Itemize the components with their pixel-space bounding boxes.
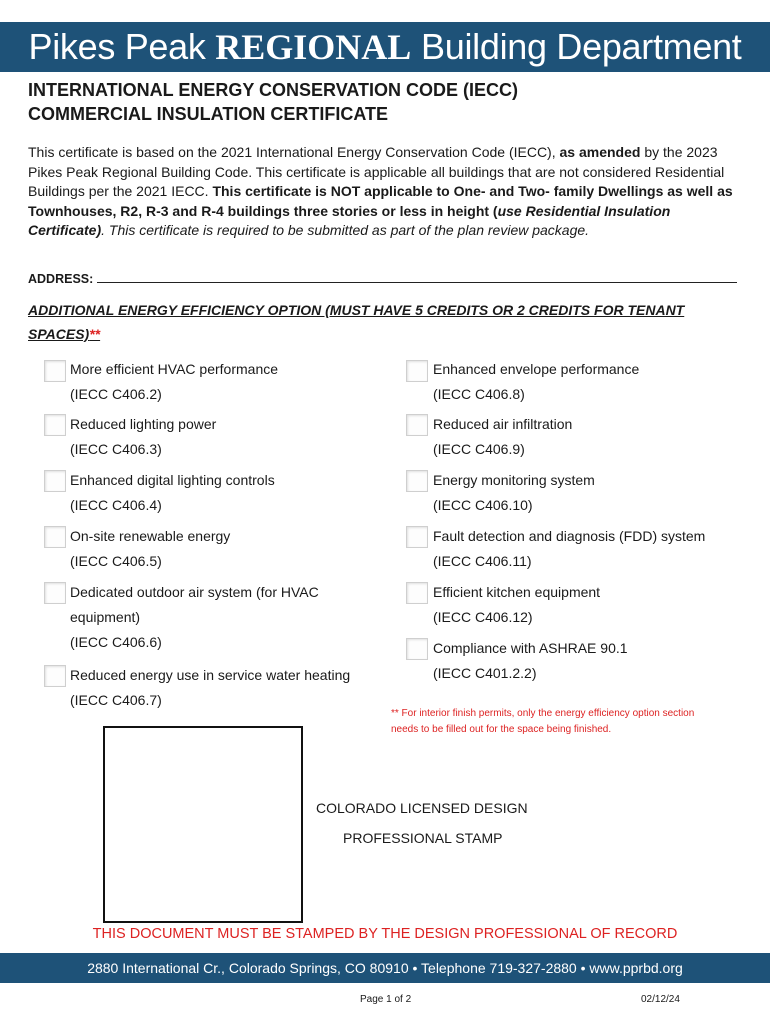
- option-label: On-site renewable energy: [70, 528, 231, 544]
- option-code: (IECC C406.3): [70, 441, 162, 457]
- option-code: (IECC C406.7): [70, 692, 162, 708]
- address-row: [28, 271, 737, 286]
- stamp-label-line-1: COLORADO LICENSED DESIGN: [316, 800, 528, 816]
- option-label: Reduced energy use in service water heating: [70, 667, 351, 683]
- option-code: (IECC C406.5): [70, 553, 162, 569]
- department-name-regional: REGIONAL: [215, 27, 412, 67]
- intro-text-residential: use Residential Insulation Certificate): [28, 202, 671, 238]
- department-name-right: Building Department: [411, 26, 742, 67]
- intro-paragraph: [28, 143, 748, 241]
- checkbox-lighting-power[interactable]: [44, 414, 66, 436]
- intro-text-2: by the 2023 Pikes Peak Regional Building Code. This certificate is applicable all buildings that are not considered Residential Buildings per the 2021 IECC.: [28, 144, 725, 199]
- option-label: Efficient kitchen equipment: [433, 584, 601, 600]
- note-line-1: ** For interior finish permits, only the energy efficiency option section: [391, 708, 695, 719]
- form-title-line-1: INTERNATIONAL ENERGY CONSERVATION CODE (IECC): [28, 80, 519, 100]
- checkbox-kitchen-equipment[interactable]: [406, 582, 428, 604]
- additional-options-title: ADDITIONAL ENERGY EFFICIENCY OPTION (MUST HAVE 5 CREDITS OR 2 CREDITS FOR TENANT SPACES): [28, 302, 685, 342]
- department-name-left: Pikes Peak: [28, 26, 216, 67]
- form-title: [28, 78, 518, 126]
- option-lighting-power: [70, 412, 216, 462]
- option-kitchen-equipment: [433, 580, 600, 630]
- address-label: ADDRESS:: [28, 272, 94, 286]
- option-air-infiltration: [433, 412, 572, 462]
- option-fault-detection: [433, 524, 705, 574]
- option-label: Reduced lighting power: [70, 416, 217, 432]
- form-title-line-2: COMMERCIAL INSULATION CERTIFICATE: [28, 104, 388, 124]
- checkbox-air-infiltration[interactable]: [406, 414, 428, 436]
- checkbox-outdoor-air-system[interactable]: [44, 582, 66, 604]
- footer-contact: 2880 International Cr., Colorado Springs, CO 80910 • Telephone 719-327-2880 • www.pprbd.org: [0, 953, 770, 983]
- option-code: (IECC C406.6): [70, 634, 162, 650]
- checkbox-ashrae-compliance[interactable]: [406, 638, 428, 660]
- option-label: Reduced air infiltration: [433, 416, 573, 432]
- checkbox-energy-monitoring[interactable]: [406, 470, 428, 492]
- option-envelope-performance: [433, 357, 639, 407]
- option-code: (IECC C401.2.2): [433, 665, 537, 681]
- option-code: (IECC C406.8): [433, 386, 525, 402]
- option-label: Fault detection and diagnosis (FDD) system: [433, 528, 706, 544]
- option-water-heating: [70, 663, 350, 713]
- option-hvac-performance: [70, 357, 278, 407]
- option-label: Dedicated outdoor air system (for HVAC: [70, 584, 319, 600]
- option-lighting-controls: [70, 468, 275, 518]
- note-line-2: needs to be filled out for the space being finished.: [391, 724, 612, 735]
- option-code: (IECC C406.2): [70, 386, 162, 402]
- option-outdoor-air-system: [70, 580, 319, 655]
- option-label: Compliance with ASHRAE 90.1: [433, 640, 628, 656]
- option-energy-monitoring: [433, 468, 595, 518]
- option-label: Enhanced envelope performance: [433, 361, 640, 377]
- checkbox-hvac-performance[interactable]: [44, 360, 66, 382]
- option-code: (IECC C406.12): [433, 609, 533, 625]
- checkbox-envelope-performance[interactable]: [406, 360, 428, 382]
- intro-text-not-applicable: This certificate is NOT applicable to One- and Two- family Dwellings as well as Townhouses, R2, R-3 and R-4 buildings three stories or less in height (: [28, 183, 733, 219]
- option-code: (IECC C406.9): [433, 441, 525, 457]
- department-name: [0, 22, 770, 72]
- stamp-box: [103, 726, 303, 923]
- option-ashrae-compliance: [433, 636, 628, 686]
- option-code: (IECC C406.10): [433, 497, 533, 513]
- header-banner: [0, 22, 770, 72]
- option-label: Energy monitoring system: [433, 472, 595, 488]
- option-label: Enhanced digital lighting controls: [70, 472, 275, 488]
- checkbox-lighting-controls[interactable]: [44, 470, 66, 492]
- intro-text-amended: as amended: [559, 144, 641, 160]
- checkbox-fault-detection[interactable]: [406, 526, 428, 548]
- option-label: More efficient HVAC performance: [70, 361, 279, 377]
- intro-text-1: This certificate is based on the 2021 International Energy Conservation Code (IECC),: [28, 144, 560, 160]
- revision-date: 02/12/24: [641, 994, 680, 1005]
- stamp-warning: THIS DOCUMENT MUST BE STAMPED BY THE DESIGN PROFESSIONAL OF RECORD: [92, 926, 678, 942]
- option-code: (IECC C406.11): [433, 553, 532, 569]
- option-label-continued: equipment): [70, 609, 141, 625]
- additional-options-heading: [28, 298, 753, 346]
- intro-text-required: . This certificate is required to be submitted as part of the plan review package.: [101, 222, 590, 238]
- stamp-label-line-2: PROFESSIONAL STAMP: [343, 830, 503, 846]
- checkbox-renewable-energy[interactable]: [44, 526, 66, 548]
- option-code: (IECC C406.4): [70, 497, 162, 513]
- checkbox-water-heating[interactable]: [44, 665, 66, 687]
- page-number: Page 1 of 2: [360, 994, 412, 1005]
- address-field[interactable]: [97, 271, 737, 283]
- additional-options-stars: **: [89, 326, 101, 342]
- interior-finish-note: [391, 706, 741, 738]
- option-renewable-energy: [70, 524, 230, 574]
